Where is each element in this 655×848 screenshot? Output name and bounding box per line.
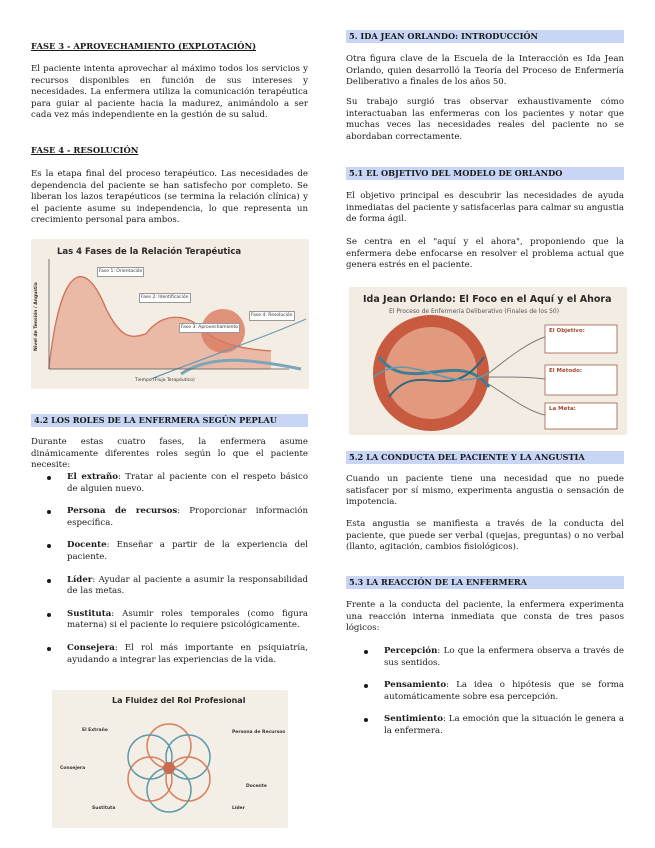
s51-p2: Se centra en el "aquí y el ahora", proponiendo que la enfermera debe enfocarse en resolver el problema actual que genera estrés en el paciente. [346, 237, 624, 271]
fase3-body: El paciente intenta aprovechar al máximo todos los servicios y recursos disponibles en función de sus intereses y necesidades. La enfermera utiliza la comunicación terapéutica para guiar al paciente hacia la madurez, animándolo a ser cada vez más independiente en la gestión de su salud. [31, 64, 308, 121]
fase4-heading: FASE 4 - RESOLUCIÓN [31, 145, 139, 155]
phases-label-1: Fase 1: Orientación [97, 267, 144, 277]
phases-label-4: Fase 4: Resolución [249, 311, 295, 321]
phases-xlabel: Tiempo (Flujo Terapéutico) [135, 378, 195, 383]
phases-figure [31, 239, 309, 389]
role-item-lider: Líder: Ayudar al paciente a asumir la responsabilidad de las metas. [67, 575, 308, 598]
reaction-item-sentimiento: Sentimiento: La emoción que la situación le genera a la enfermera. [384, 714, 624, 737]
s53-heading: 5.3 LA REACCIÓN DE LA ENFERMERA [346, 576, 624, 589]
roles-illustration [52, 690, 288, 828]
reaction-list [384, 646, 624, 738]
fase3-heading: FASE 3 - APROVECHAMIENTO (EXPLOTACIÓN) [31, 41, 257, 51]
phases-label-2: Fase 2: Identificación [139, 293, 191, 303]
phases-figure-title: Las 4 Fases de la Relación Terapéutica [57, 247, 242, 257]
fase4-body: Es la etapa final del proceso terapéutico. Las necesidades de dependencia del paciente se han satisfecho por completo. Se liberan los lazos terapéuticos (se termina la relación clínica) y el paciente asume su independencia, lo que representa un crecimiento personal para ambos. [31, 169, 308, 226]
roles-heading: 4.2 LOS ROLES DE LA ENFERMERA SEGÚN PEPLAU [31, 414, 308, 427]
roles-figure-label-lider: Líder [232, 806, 245, 811]
role-item-consejera: Consejera: El rol más importante en psiquiatría, ayudando a integrar las experiencias de la vida. [67, 643, 308, 666]
role-item-sustituta: Sustituta: Asumir roles temporales (como figura materna) si el paciente lo requiere psicológicamente. [67, 609, 308, 632]
s53-intro: Frente a la conducta del paciente, la enfermera experimenta una reacción interna inmediata que consta de tres pasos lógicos: [346, 600, 624, 634]
orlando-label-metodo: El Método: [549, 368, 583, 374]
reaction-item-percepcion: Percepción: Lo que la enfermera observa a través de sus sentidos. [384, 646, 624, 669]
roles-figure-label-recursos: Persona de Recursos [232, 730, 286, 735]
roles-figure-label-consejera: Consejera [60, 766, 86, 771]
roles-intro: Durante estas cuatro fases, la enfermera asume dinámicamente diferentes roles según lo que el paciente necesite: [31, 437, 308, 471]
roles-figure-label-extrano: El Extraño [82, 728, 108, 733]
orlando-figure-subtitle: El Proceso de Enfermería Deliberativo (Finales de los 50) [389, 308, 560, 315]
role-item-docente: Docente: Enseñar a partir de la experiencia del paciente. [67, 540, 308, 563]
phases-ylabel: Nivel de Tensión / Angustia [34, 282, 39, 351]
s5-heading: 5. IDA JEAN ORLANDO: INTRODUCCIÓN [346, 30, 624, 43]
orlando-label-meta: La Meta: [549, 406, 576, 412]
s52-p2: Esta angustia se manifiesta a través de la conducta del paciente, que puede ser verbal (quejas, preguntas) o no verbal (llanto, agitación, cambios fisiológicos). [346, 519, 624, 553]
s51-p1: El objetivo principal es descubrir las necesidades de ayuda inmediatas del paciente y satisfacerlas para calmar su angustia de forma ágil. [346, 191, 624, 225]
roles-figure-label-docente: Docente [246, 784, 267, 789]
roles-figure [52, 690, 288, 828]
orlando-figure [349, 287, 627, 435]
roles-list [67, 472, 308, 666]
s52-p1: Cuando un paciente tiene una necesidad que no puede satisfacer por sí mismo, experimenta angustia o sensación de impotencia. [346, 474, 624, 508]
reaction-item-pensamiento: Pensamiento: La idea o hipótesis que se forma automáticamente sobre esa percepción. [384, 680, 624, 703]
roles-figure-label-sustituta: Sustituta [92, 806, 116, 811]
s5-p1: Otra figura clave de la Escuela de la Interacción es Ida Jean Orlando, quien desarrolló la Teoría del Proceso de Enfermería Deliberativo a finales de los años 50. [346, 54, 624, 88]
s52-heading: 5.2 LA CONDUCTA DEL PACIENTE Y LA ANGUSTIA [346, 451, 624, 464]
orlando-label-objetivo: El Objetivo: [549, 328, 585, 334]
role-item-extrano: El extraño: Tratar al paciente con el respeto básico de alguien nuevo. [67, 472, 308, 495]
s51-heading: 5.1 EL OBJETIVO DEL MODELO DE ORLANDO [346, 167, 624, 180]
roles-figure-title: La Fluidez del Rol Profesional [112, 696, 246, 705]
orlando-figure-title: Ida Jean Orlando: El Foco en el Aquí y el Ahora [363, 294, 612, 305]
phases-label-3: Fase 3: Aprovechamiento [179, 323, 240, 333]
role-item-recursos: Persona de recursos: Proporcionar información específica. [67, 506, 308, 529]
s5-p2: Su trabajo surgió tras observar exhaustivamente cómo interactuaban las enfermeras con los pacientes y notar que muchas veces las necesidades reales del paciente no se abordaban correctamente. [346, 97, 624, 142]
